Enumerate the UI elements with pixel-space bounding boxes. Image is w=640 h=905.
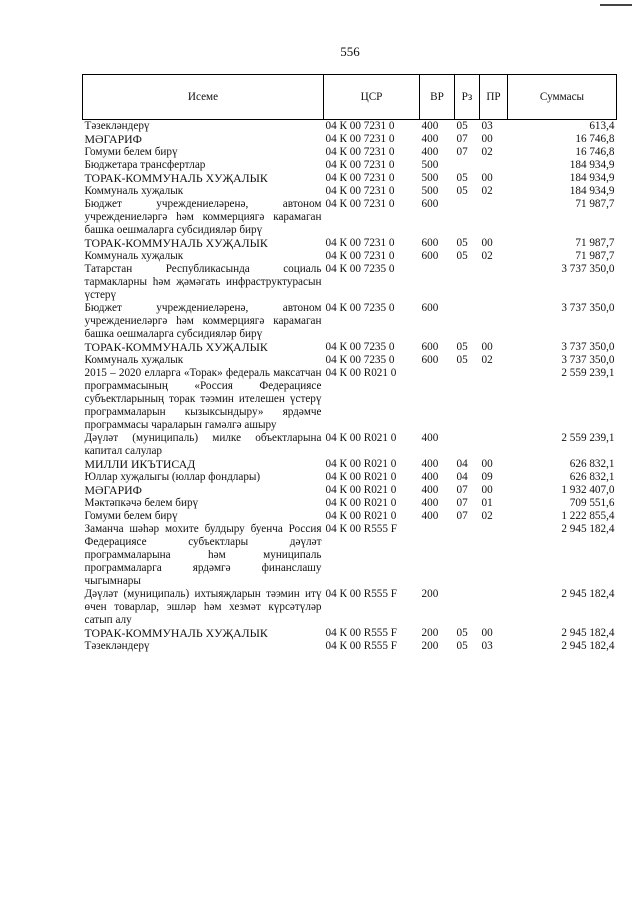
row-pr	[480, 588, 508, 627]
table-row	[83, 172, 617, 185]
row-pr: 03	[481, 640, 493, 652]
row-name: Коммуналь хуҗалык	[84, 250, 184, 262]
row-pr	[480, 302, 508, 341]
row-sum: 184 934,9	[569, 159, 615, 171]
table-row	[83, 484, 617, 497]
row-sum: 71 987,7	[575, 198, 615, 210]
row-rz: 07	[456, 510, 468, 522]
row-vr: 200	[421, 627, 439, 639]
row-name: Татарстан Республикасында социаль тармакларны һәм җәмәгать инфраструктурасын үстерү	[84, 263, 322, 301]
row-rz: 05	[456, 627, 468, 639]
row-vr: 500	[421, 159, 439, 171]
row-vr: 200	[421, 640, 439, 652]
row-name: Бюджет учреждениеләренә, автоном учреждениеләргә һәм коммерциягә карамаган башка оешмаларга субсидияләр бирү	[84, 302, 322, 340]
row-sum: 709 551,6	[569, 497, 615, 509]
row-sum: 2 559 239,1	[561, 367, 615, 379]
row-sum: 16 746,8	[575, 146, 615, 158]
row-name: ТОРАК-КОММУНАЛЬ ХУҖАЛЫК	[84, 626, 268, 640]
table-row	[83, 133, 617, 146]
row-csr: 04 К 00 R021 0	[325, 497, 397, 509]
row-sum: 2 945 182,4	[561, 588, 615, 600]
row-csr: 04 К 00 7231 0	[325, 146, 395, 158]
row-rz: 07	[456, 497, 468, 509]
row-vr: 600	[421, 237, 439, 249]
row-pr: 02	[481, 510, 493, 522]
row-sum: 2 945 182,4	[561, 640, 615, 652]
header-csr: ЦСР	[324, 75, 420, 120]
row-sum: 3 737 350,0	[561, 263, 615, 275]
table-row	[83, 146, 617, 159]
row-sum: 626 832,1	[569, 458, 615, 470]
table-body	[83, 120, 617, 654]
corner-mark	[600, 4, 632, 6]
row-rz: 07	[456, 484, 468, 496]
row-vr: 400	[421, 432, 439, 444]
row-csr: 04 К 00 R021 0	[325, 484, 397, 496]
row-vr: 600	[421, 354, 439, 366]
row-name: Тәзекләндерү	[84, 120, 150, 132]
row-sum: 2 945 182,4	[561, 523, 615, 535]
row-vr: 500	[421, 185, 439, 197]
row-vr: 400	[421, 510, 439, 522]
table-row	[83, 237, 617, 250]
row-name: ТОРАК-КОММУНАЛЬ ХУҖАЛЫК	[84, 236, 268, 250]
table-row	[83, 341, 617, 354]
row-pr	[480, 159, 508, 172]
row-vr	[420, 523, 455, 588]
row-name: Гомуми белем бирү	[84, 146, 178, 158]
row-csr: 04 К 00 R021 0	[325, 432, 397, 444]
row-rz	[455, 159, 480, 172]
row-vr	[420, 263, 455, 302]
row-vr: 400	[421, 471, 439, 483]
row-csr: 04 К 00 7231 0	[325, 250, 395, 262]
row-sum: 184 934,9	[569, 172, 615, 184]
row-pr: 03	[481, 120, 493, 132]
table-row	[83, 198, 617, 237]
row-csr: 04 К 00 7231 0	[325, 120, 395, 132]
row-vr: 400	[421, 133, 439, 145]
row-rz	[455, 302, 480, 341]
table-row	[83, 185, 617, 198]
row-name: Дәүләт (муниципаль) милке объектларына капитал салулар	[84, 432, 322, 457]
row-vr: 600	[421, 250, 439, 262]
row-vr	[420, 367, 455, 432]
row-vr: 500	[421, 172, 439, 184]
row-sum: 3 737 350,0	[561, 354, 615, 366]
table-row	[83, 432, 617, 458]
row-sum: 2 945 182,4	[561, 627, 615, 639]
row-pr: 02	[481, 250, 493, 262]
table-row	[83, 250, 617, 263]
table-row	[83, 510, 617, 523]
row-rz: 04	[456, 471, 468, 483]
row-csr: 04 К 00 7231 0	[325, 198, 395, 210]
table-row	[83, 640, 617, 653]
row-vr: 400	[421, 146, 439, 158]
table-row	[83, 367, 617, 432]
row-csr: 04 К 00 7235 0	[325, 354, 395, 366]
row-pr: 01	[481, 497, 493, 509]
row-rz	[455, 588, 480, 627]
row-csr: 04 К 00 R021 0	[325, 458, 397, 470]
table-row	[83, 263, 617, 302]
row-sum: 2 559 239,1	[561, 432, 615, 444]
row-pr: 00	[481, 627, 493, 639]
row-csr: 04 К 00 R021 0	[325, 471, 397, 483]
table-row	[83, 120, 617, 134]
row-rz: 05	[456, 237, 468, 249]
row-csr: 04 К 00 R021 0	[325, 367, 397, 379]
row-rz: 05	[456, 120, 468, 132]
table-header-row	[83, 75, 617, 120]
row-name: Тәзекләндерү	[84, 640, 150, 652]
row-rz: 05	[456, 185, 468, 197]
row-pr	[480, 523, 508, 588]
row-rz: 07	[456, 146, 468, 158]
row-name: ТОРАК-КОММУНАЛЬ ХУҖАЛЫК	[84, 171, 268, 185]
row-name: Бюджет учреждениеләренә, автоном учреждениеләргә һәм коммерциягә карамаган башка оешмаларга субсидияләр бирү	[84, 198, 322, 236]
row-vr: 400	[421, 458, 439, 470]
header-name: Исеме	[83, 75, 324, 120]
budget-table	[82, 74, 617, 653]
row-rz	[455, 432, 480, 458]
row-name: Юллар хуҗалыгы (юллар фондлары)	[84, 471, 261, 483]
row-pr: 02	[481, 185, 493, 197]
row-name: Заманча шәһәр мохите булдыру буенча Россия Федерациясе субъектлары дәүләт программаларына һәм муниципаль программаларга ярдәмгә финанслашу чыгымнары	[84, 523, 322, 587]
row-pr: 02	[481, 146, 493, 158]
header-vr: ВР	[420, 75, 455, 120]
row-csr: 04 К 00 7235 0	[325, 263, 395, 275]
header-sum: Суммасы	[508, 75, 617, 120]
row-rz: 05	[456, 341, 468, 353]
row-sum: 71 987,7	[575, 237, 615, 249]
row-sum: 1 222 855,4	[561, 510, 615, 522]
row-pr: 00	[481, 237, 493, 249]
row-pr: 00	[481, 341, 493, 353]
table-row	[83, 497, 617, 510]
row-rz: 05	[456, 250, 468, 262]
row-pr: 00	[481, 172, 493, 184]
row-pr: 00	[481, 484, 493, 496]
page-number: 556	[340, 44, 360, 59]
row-csr: 04 К 00 7231 0	[325, 237, 395, 249]
row-name: Коммуналь хуҗалык	[84, 185, 184, 197]
row-csr: 04 К 00 7231 0	[325, 185, 395, 197]
table-row	[83, 458, 617, 471]
row-rz	[455, 198, 480, 237]
row-csr: 04 К 00 R555 F	[325, 640, 397, 652]
row-name: МӘГАРИФ	[84, 483, 142, 497]
row-vr: 400	[421, 484, 439, 496]
row-pr: 09	[481, 471, 493, 483]
row-sum: 71 987,7	[575, 250, 615, 262]
row-name: МӘГАРИФ	[84, 132, 142, 146]
row-rz: 05	[456, 172, 468, 184]
row-vr: 200	[421, 588, 439, 600]
header-rz: Рз	[455, 75, 480, 120]
row-rz: 04	[456, 458, 468, 470]
row-csr: 04 К 00 R021 0	[325, 510, 397, 522]
row-name: Мәктәпкәчә белем бирү	[84, 497, 199, 509]
row-pr: 00	[481, 458, 493, 470]
table-row	[83, 302, 617, 341]
table-row	[83, 354, 617, 367]
row-csr: 04 К 00 R555 F	[325, 627, 397, 639]
row-vr: 400	[421, 120, 439, 132]
header-pr: ПР	[480, 75, 508, 120]
row-name: ТОРАК-КОММУНАЛЬ ХУҖАЛЫК	[84, 340, 268, 354]
row-name: Коммуналь хуҗалык	[84, 354, 184, 366]
row-rz: 07	[456, 133, 468, 145]
row-sum: 16 746,8	[575, 133, 615, 145]
row-name: Бюджетара трансфертлар	[84, 159, 206, 171]
row-csr: 04 К 00 R555 F	[325, 588, 397, 600]
table-row	[83, 471, 617, 484]
row-rz	[455, 263, 480, 302]
row-sum: 3 737 350,0	[561, 302, 615, 314]
row-sum: 184 934,9	[569, 185, 615, 197]
row-csr: 04 К 00 7231 0	[325, 159, 395, 171]
row-csr: 04 К 00 7231 0	[325, 133, 395, 145]
row-name: Дәүләт (муниципаль) ихтыяҗларын тәэмин итү өчен товарлар, эшләр һәм хезмәт күрсәтүләр сатып алу	[84, 588, 322, 626]
row-name: Гомуми белем бирү	[84, 510, 178, 522]
row-csr: 04 К 00 R555 F	[325, 523, 397, 535]
row-rz	[455, 523, 480, 588]
table-row	[83, 627, 617, 640]
row-sum: 626 832,1	[569, 471, 615, 483]
row-sum: 1 932 407,0	[561, 484, 615, 496]
row-sum: 613,4	[589, 120, 615, 132]
row-rz: 05	[456, 354, 468, 366]
row-pr: 02	[481, 354, 493, 366]
row-rz	[455, 367, 480, 432]
row-name: 2015 – 2020 елларга «Торак» федераль максатчан программасының «Россия Федерациясе субъектларының торак тәэмин ителешен үстерү программаларын кызыксындыру» ярдәмче программасы чараларын гамәлгә ашыру	[84, 367, 322, 431]
row-pr	[480, 367, 508, 432]
row-vr: 600	[421, 198, 439, 210]
row-csr: 04 К 00 7235 0	[325, 341, 395, 353]
row-rz: 05	[456, 640, 468, 652]
table-row	[83, 588, 617, 627]
row-vr: 600	[421, 302, 439, 314]
row-vr: 400	[421, 497, 439, 509]
row-vr: 600	[421, 341, 439, 353]
row-sum: 3 737 350,0	[561, 341, 615, 353]
table-row	[83, 523, 617, 588]
row-csr: 04 К 00 7231 0	[325, 172, 395, 184]
row-name: МИЛЛИ ИКЪТИСАД	[84, 457, 196, 471]
row-pr	[480, 198, 508, 237]
row-csr: 04 К 00 7235 0	[325, 302, 395, 314]
row-pr: 00	[481, 133, 493, 145]
row-pr	[480, 432, 508, 458]
row-pr	[480, 263, 508, 302]
